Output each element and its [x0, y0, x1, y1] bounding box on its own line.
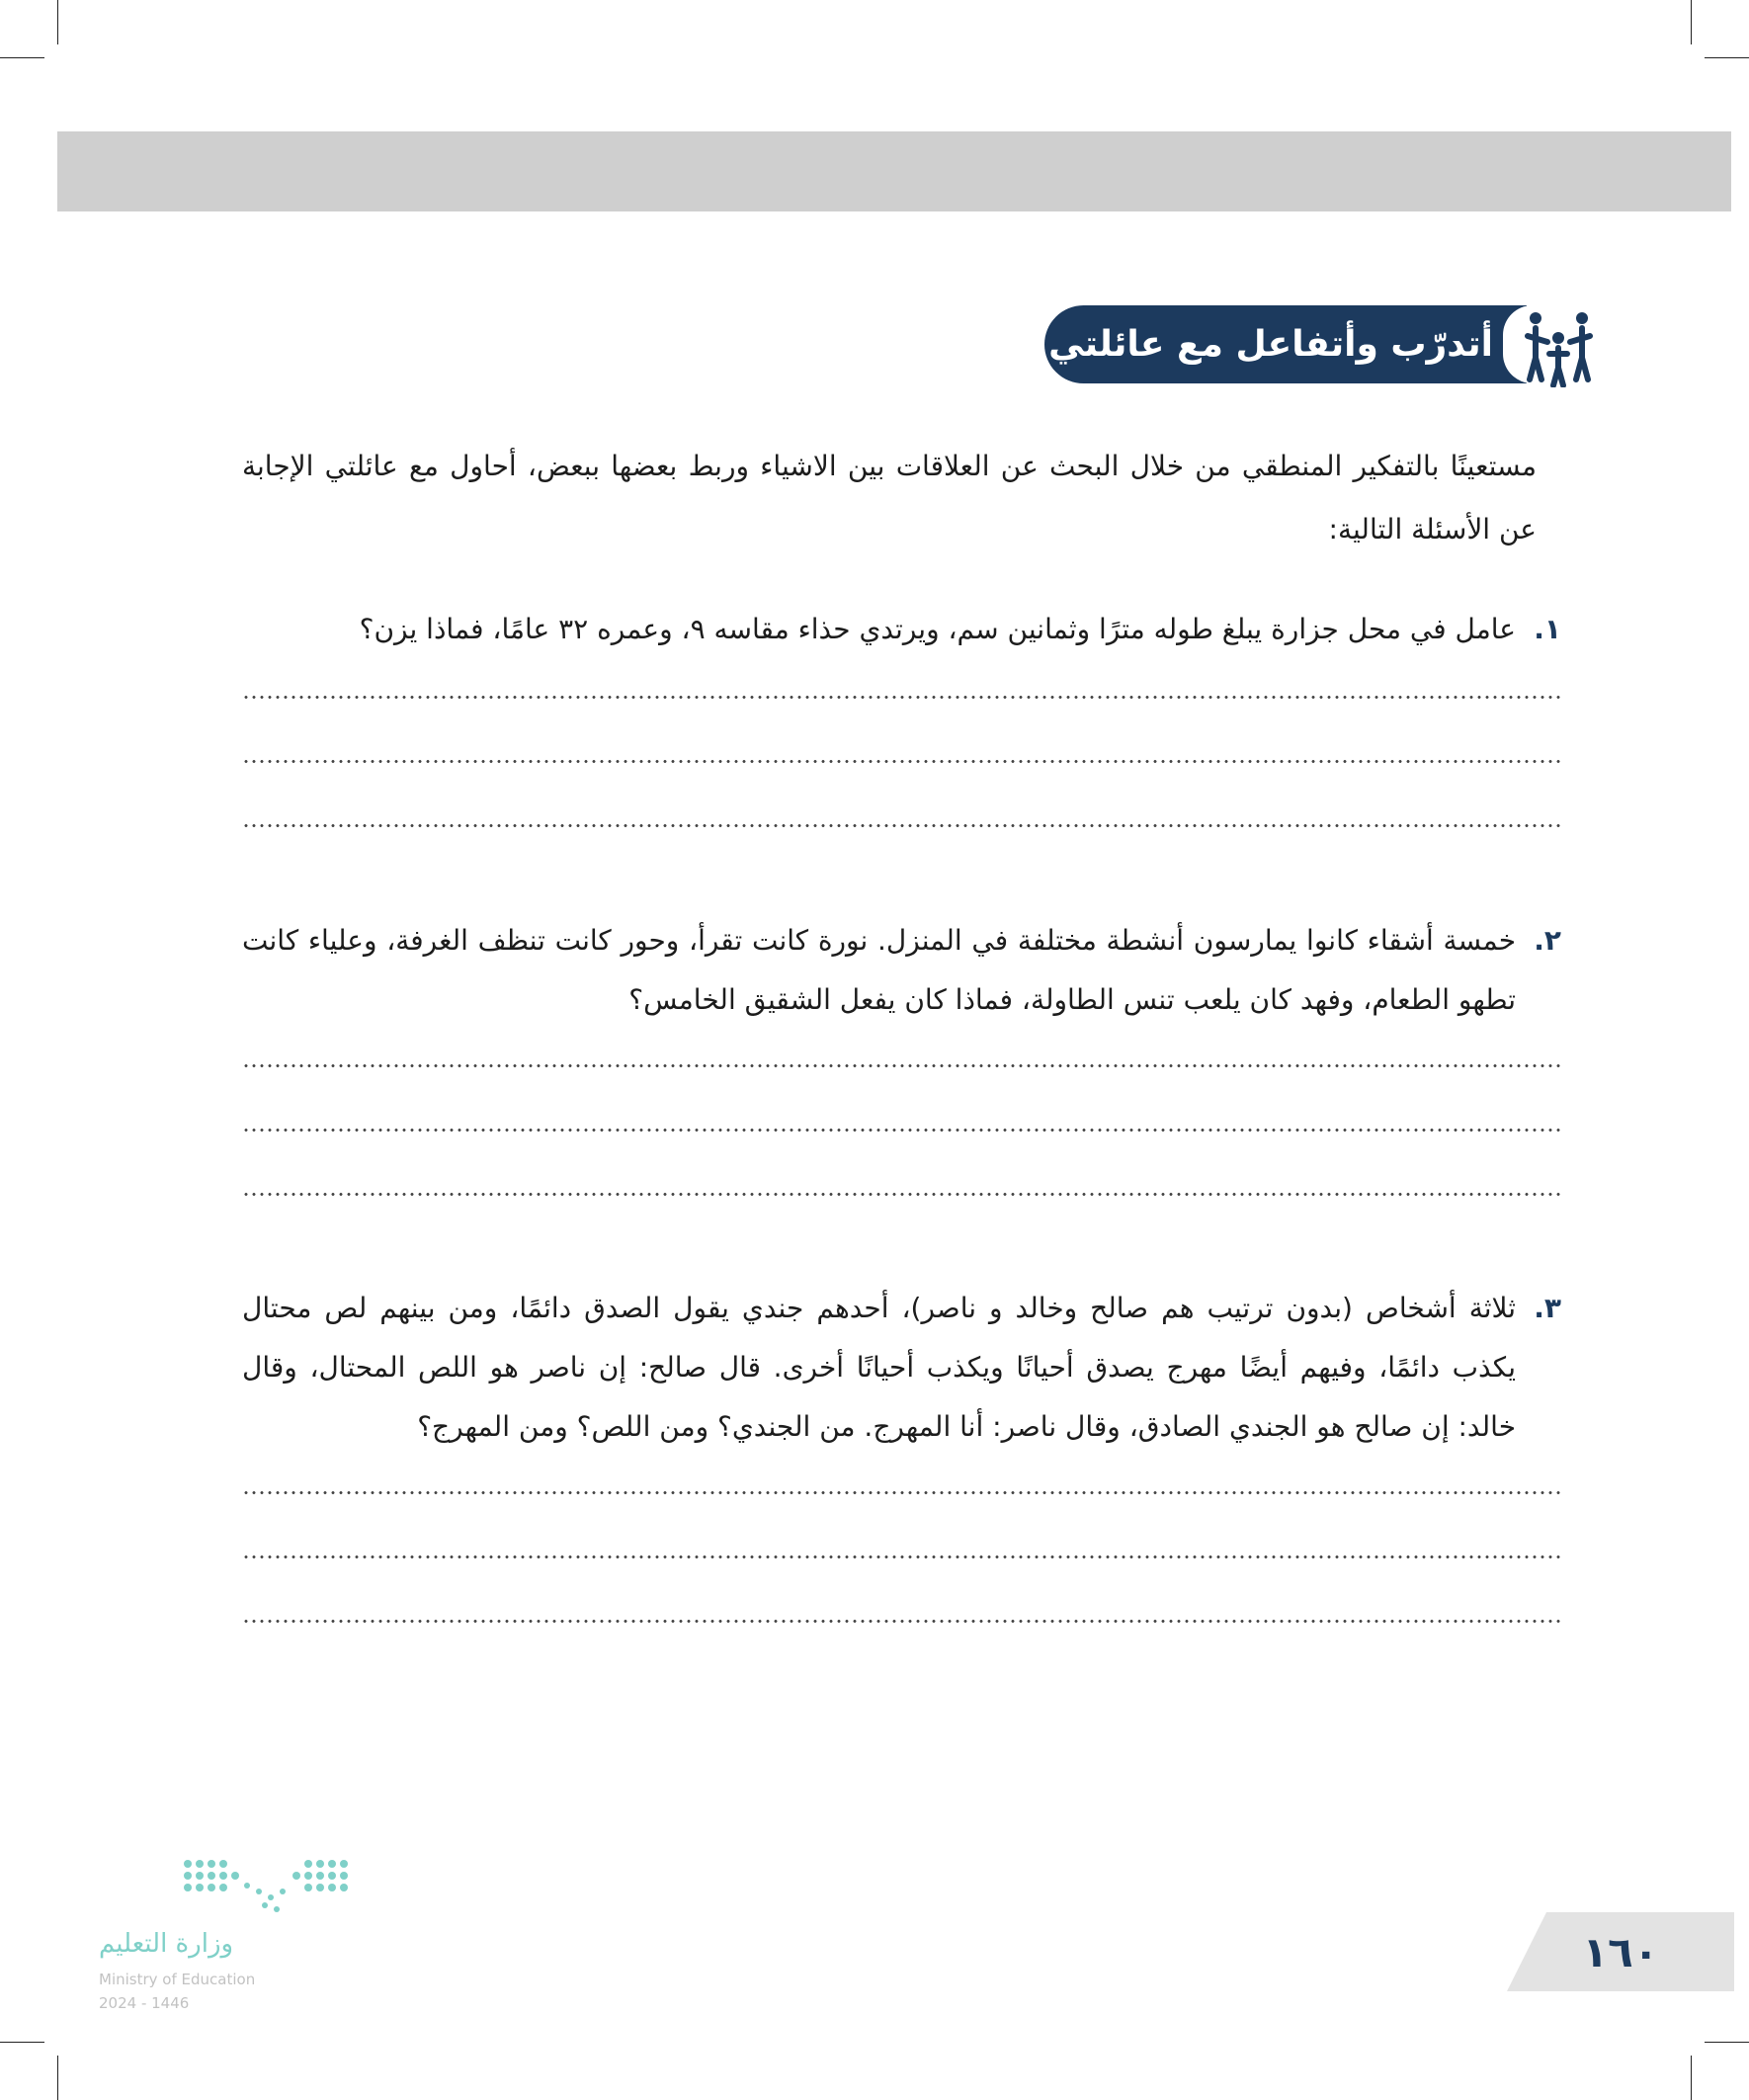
question-number: ٢.: [1534, 924, 1561, 957]
question-text: ثلاثة أشخاص (بدون ترتيب هم صالح وخالد و ناصر)، أحدهم جندي يقول الصدق دائمًا، ومن بينهم لص محتال يكذب دائمًا، وفيهم أيضًا مهرج يصدق أحيانًا ويكذب أحيانًا أخرى. قال صالح: إن ناصر هو اللص المحتال، وقال خالد: إن صالح هو الجندي الصادق، وقال ناصر: أنا المهرج. من الجندي؟ ومن اللص؟ ومن المهرج؟: [242, 1292, 1516, 1443]
answer-line[interactable]: [242, 1129, 1561, 1132]
question-3: [242, 1279, 1561, 1457]
page-number: ١٦٠: [1582, 1927, 1659, 1976]
answer-line[interactable]: [242, 1193, 1561, 1196]
ministry-name-en: Ministry of Education: [99, 1971, 256, 1988]
crop-mark: [57, 2056, 58, 2100]
answer-line[interactable]: [242, 1620, 1561, 1623]
intro-paragraph: مستعينًا بالتفكير المنطقي من خلال البحث عن العلاقات بين الاشياء وربط بعضها ببعض، أحاول مع عائلتي الإجابة عن الأسئلة التالية:: [242, 450, 1537, 546]
crop-mark: [1705, 57, 1749, 58]
crop-mark: [0, 57, 44, 58]
answer-line[interactable]: [242, 1555, 1561, 1558]
crop-mark: [1705, 2042, 1749, 2043]
header-band: [57, 131, 1731, 211]
question-2: [242, 911, 1561, 1030]
crop-mark: [0, 2042, 44, 2043]
section-title: [1044, 305, 1527, 383]
question-number: ١.: [1534, 613, 1561, 645]
edition-year: 2024 - 1446: [99, 1994, 190, 2012]
question-text: خمسة أشقاء كانوا يمارسون أنشطة مختلفة في المنزل. نورة كانت تقرأ، وحور كانت تنظف الغرفة، وعلياء كانت تطهو الطعام، وفهد كان يلعب تنس الطاولة، فماذا كان يفعل الشقيق الخامس؟: [242, 924, 1516, 1016]
family-icon: [1522, 308, 1596, 387]
crop-mark: [1691, 2056, 1692, 2100]
answer-line[interactable]: [242, 824, 1561, 827]
answer-line[interactable]: [242, 1064, 1561, 1067]
ministry-name-ar: وزارة التعليم: [99, 1929, 234, 1959]
question-1: [242, 600, 1561, 659]
answer-line[interactable]: [242, 1491, 1561, 1494]
crop-mark: [57, 0, 58, 44]
section-title-text: أتدرّب وأتفاعل مع عائلتي: [1048, 324, 1493, 365]
crop-mark: [1691, 0, 1692, 44]
answer-line[interactable]: [242, 760, 1561, 763]
question-text: عامل في محل جزارة يبلغ طوله مترًا وثمانين سم، ويرتدي حذاء مقاسه ٩، وعمره ٣٢ عامًا، فماذا يزن؟: [359, 613, 1516, 645]
logo-dots-icon: [182, 1858, 350, 1917]
question-number: ٣.: [1534, 1292, 1561, 1324]
ministry-logo: [99, 1858, 385, 2016]
answer-line[interactable]: [242, 696, 1561, 699]
